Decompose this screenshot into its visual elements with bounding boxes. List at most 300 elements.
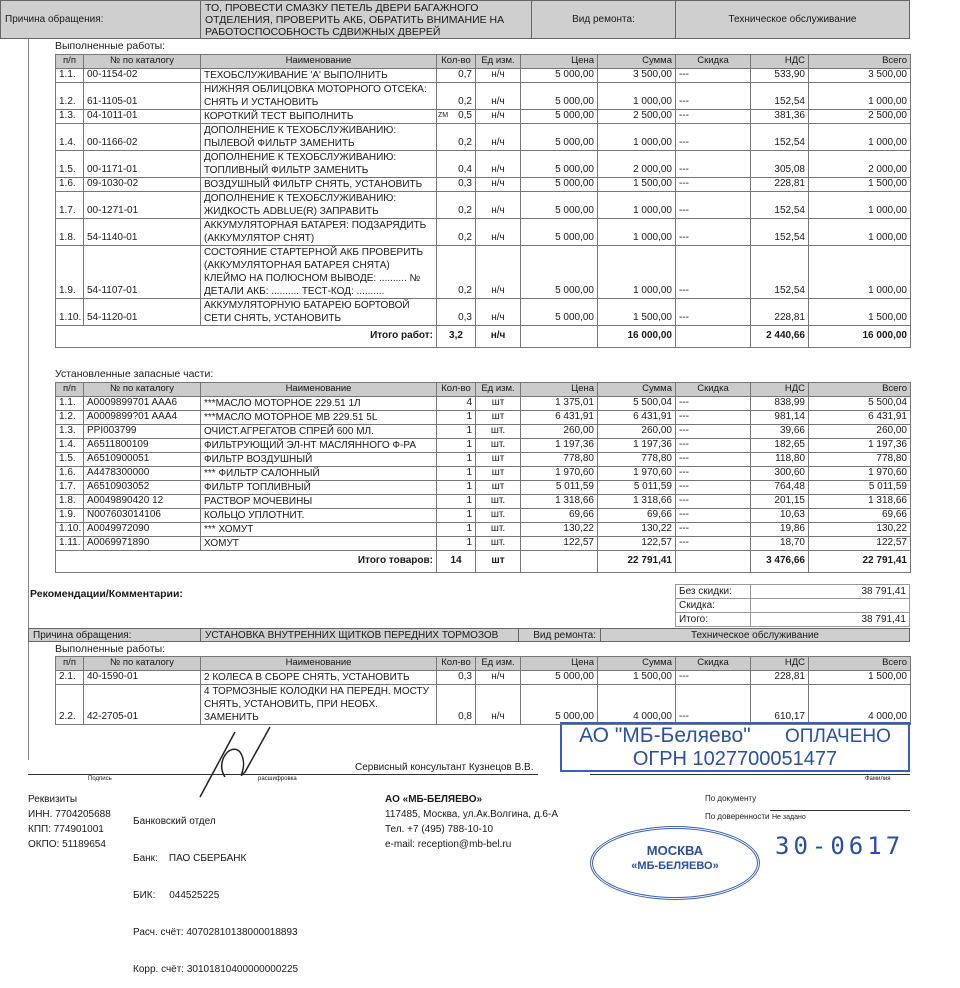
row-number: 1.9. xyxy=(56,245,84,298)
sum: 778,80 xyxy=(598,452,676,466)
quantity: 0,4 xyxy=(458,164,472,175)
sum: 3 500,00 xyxy=(598,68,676,82)
quantity-cell xyxy=(437,177,476,191)
summary-label: Скидка: xyxy=(676,599,751,613)
price: 5 000,00 xyxy=(521,82,598,109)
quantity-cell xyxy=(437,245,476,298)
row-number: 1.7. xyxy=(56,191,84,218)
discount: --- xyxy=(676,536,751,550)
row-number: 1.11. xyxy=(56,536,84,550)
discount: --- xyxy=(676,68,751,82)
total: 6 431,91 xyxy=(809,410,911,424)
totals-sum: 16 000,00 xyxy=(598,325,676,347)
sum: 1 500,00 xyxy=(598,298,676,325)
by-proxy-label: По доверенности xyxy=(705,812,770,821)
row-number: 1.4. xyxy=(56,123,84,150)
quantity-cell xyxy=(437,684,476,724)
sum: 4 000,00 xyxy=(598,684,676,724)
decode-label: расшифровка xyxy=(258,776,297,782)
round-stamp xyxy=(590,826,760,900)
sign-label: Подпись xyxy=(88,776,112,782)
col-name-header: Наименование xyxy=(201,55,437,69)
price: 1 375,01 xyxy=(521,396,598,410)
repair-label: Вид ремонта: xyxy=(519,629,601,641)
sum: 1 000,00 xyxy=(598,82,676,109)
not-set-value: Не задано xyxy=(772,814,806,821)
company-block xyxy=(385,792,558,852)
quantity-cell xyxy=(437,410,476,424)
total: 3 500,00 xyxy=(809,68,911,82)
quantity-cell xyxy=(437,109,476,123)
total: 260,00 xyxy=(809,424,911,438)
price: 122,57 xyxy=(521,536,598,550)
stamp-ogrn: ОГРН 1027700051477 xyxy=(632,748,838,770)
parts-title: Установленные запасные части: xyxy=(55,368,214,380)
row-number: 1.10. xyxy=(56,522,84,536)
totals-row xyxy=(56,325,911,347)
total: 1 970,60 xyxy=(809,466,911,480)
price: 6 431,91 xyxy=(521,410,598,424)
price: 5 000,00 xyxy=(521,218,598,245)
col-total-header: Всего xyxy=(809,657,911,671)
vat: 39,66 xyxy=(751,424,809,438)
item-name: КОРОТКИЙ ТЕСТ ВЫПОЛНИТЬ xyxy=(201,109,437,123)
unit: н/ч xyxy=(476,684,521,724)
reason-label: Причина обращения: xyxy=(29,629,201,641)
quantity-cell xyxy=(437,396,476,410)
quantity: 1 xyxy=(466,453,472,464)
vat: 152,54 xyxy=(751,123,809,150)
round-stamp-city: МОСКВА xyxy=(646,843,704,858)
unit: шт. xyxy=(476,522,521,536)
table-row xyxy=(56,684,911,724)
vat: 152,54 xyxy=(751,245,809,298)
vat: 10,63 xyxy=(751,508,809,522)
item-name: ФИЛЬТР ТОПЛИВНЫЙ xyxy=(201,480,437,494)
quantity-cell xyxy=(437,82,476,109)
quantity-cell xyxy=(437,218,476,245)
col-discount-header: Скидка xyxy=(676,55,751,69)
total: 1 000,00 xyxy=(809,82,911,109)
quantity: 0,2 xyxy=(458,137,472,148)
col-price-header: Цена xyxy=(521,383,598,397)
signature-line xyxy=(28,774,538,775)
price: 1 970,60 xyxy=(521,466,598,480)
vat: 152,54 xyxy=(751,218,809,245)
quantity-cell xyxy=(437,68,476,82)
quantity: 1 xyxy=(466,537,472,548)
date-stamp: 30-0617 xyxy=(775,832,905,860)
table-row xyxy=(56,68,911,82)
col-num-header: п/п xyxy=(56,657,84,671)
unit: н/ч xyxy=(476,245,521,298)
repair-label: Вид ремонта: xyxy=(532,1,676,38)
catalog-number: 54-1140-01 xyxy=(84,218,201,245)
item-name: ФИЛЬТР ВОЗДУШНЫЙ xyxy=(201,452,437,466)
price: 1 318,66 xyxy=(521,494,598,508)
unit: н/ч xyxy=(476,191,521,218)
row-number: 1.1. xyxy=(56,396,84,410)
quantity: 1 xyxy=(466,425,472,436)
corr-account: Корр. счёт: 30101810400000000225 xyxy=(133,964,299,975)
col-sum-header: Сумма xyxy=(598,657,676,671)
quantity: 1 xyxy=(466,481,472,492)
sum: 5 011,59 xyxy=(598,480,676,494)
bank-name: Банк: ПАО СБЕРБАНК xyxy=(133,853,247,864)
col-price-header: Цена xyxy=(521,657,598,671)
table-row xyxy=(56,466,911,480)
summary-label: Итого: xyxy=(676,613,751,627)
sum: 5 500,04 xyxy=(598,396,676,410)
col-price-header: Цена xyxy=(521,55,598,69)
unit: н/ч xyxy=(476,82,521,109)
sum: 6 431,91 xyxy=(598,410,676,424)
price: 5 000,00 xyxy=(521,123,598,150)
sum: 1 000,00 xyxy=(598,191,676,218)
total: 130,22 xyxy=(809,522,911,536)
col-unit-header: Ед изм. xyxy=(476,383,521,397)
totals-qty: 3,2 xyxy=(437,325,476,347)
settlement-account: Расч. счёт: 40702810138000018893 xyxy=(133,927,298,938)
quantity-cell xyxy=(437,480,476,494)
vat: 300,60 xyxy=(751,466,809,480)
discount: --- xyxy=(676,82,751,109)
total: 1 500,00 xyxy=(809,298,911,325)
quantity: 1 xyxy=(466,411,472,422)
sum: 1 000,00 xyxy=(598,218,676,245)
table-row xyxy=(56,536,911,550)
row-number: 1.4. xyxy=(56,438,84,452)
quantity-cell xyxy=(437,452,476,466)
vat: 228,81 xyxy=(751,298,809,325)
bik: БИК: 044525225 xyxy=(133,890,220,901)
reason-text: ТО, ПРОВЕСТИ СМАЗКУ ПЕТЕЛЬ ДВЕРИ БАГАЖНОГО ОТДЕЛЕНИЯ, ПРОВЕРИТЬ АКБ, ОБРАТИТЬ ВНИМАНИЕ НА РАБОТОСПОСОБНОСТЬ СДВИЖНЫХ ДВЕРЕЙ xyxy=(201,1,532,38)
catalog-number: A0009899701 AAA6 xyxy=(84,396,201,410)
unit: шт. xyxy=(476,508,521,522)
totals-label: Итого товаров: xyxy=(56,550,437,572)
catalog-number: 00-1271-01 xyxy=(84,191,201,218)
discount: --- xyxy=(676,396,751,410)
discount: --- xyxy=(676,438,751,452)
quantity-cell xyxy=(437,466,476,480)
paid-stamp xyxy=(560,722,910,772)
stamp-paid: ОПЛАЧЕНО xyxy=(784,726,891,747)
col-name-header: Наименование xyxy=(201,657,437,671)
quantity-cell xyxy=(437,298,476,325)
repair-type: Техническое обслуживание xyxy=(728,14,857,25)
company-address: 117485, Москва, ул.Ак.Волгина, д.6-А xyxy=(385,809,558,820)
proxy-line xyxy=(770,810,910,811)
vat: 201,15 xyxy=(751,494,809,508)
item-name: АККУМУЛЯТОРНУЮ БАТАРЕЮ БОРТОВОЙ СЕТИ СНЯТЬ, УСТАНОВИТЬ xyxy=(201,298,437,325)
quantity-cell xyxy=(437,508,476,522)
fio-label: Фамилия xyxy=(865,776,891,782)
sum: 1 970,60 xyxy=(598,466,676,480)
item-name: НИЖНЯЯ ОБЛИЦОВКА МОТОРНОГО ОТСЕКА: СНЯТЬ И УСТАНОВИТЬ xyxy=(201,82,437,109)
quantity: 0,2 xyxy=(458,232,472,243)
discount: --- xyxy=(676,424,751,438)
table-row xyxy=(56,522,911,536)
total: 1 197,36 xyxy=(809,438,911,452)
quantity: 0,3 xyxy=(458,178,472,189)
table-row xyxy=(56,410,911,424)
total: 1 500,00 xyxy=(809,177,911,191)
price: 5 000,00 xyxy=(521,109,598,123)
summary-row xyxy=(676,599,910,613)
item-name: *** ХОМУТ xyxy=(201,522,437,536)
price: 130,22 xyxy=(521,522,598,536)
total: 1 500,00 xyxy=(809,670,911,684)
table-row xyxy=(56,298,911,325)
works-table-2 xyxy=(55,656,911,725)
unit: н/ч xyxy=(476,670,521,684)
item-name: ВОЗДУШНЫЙ ФИЛЬТР СНЯТЬ, УСТАНОВИТЬ xyxy=(201,177,437,191)
vat: 981,14 xyxy=(751,410,809,424)
item-name: ***МАСЛО МОТОРНОЕ МВ 229.51 5L xyxy=(201,410,437,424)
discount: --- xyxy=(676,410,751,424)
quantity: 1 xyxy=(466,467,472,478)
quantity-mark: ZM xyxy=(438,112,449,119)
col-num-header: п/п xyxy=(56,383,84,397)
table-header-row xyxy=(56,383,911,397)
unit: шт. xyxy=(476,438,521,452)
unit: н/ч xyxy=(476,68,521,82)
price: 5 011,59 xyxy=(521,480,598,494)
quantity: 0,2 xyxy=(458,285,472,296)
quantity: 4 xyxy=(466,397,472,408)
total: 2 000,00 xyxy=(809,150,911,177)
company-email: e-mail: reception@mb-bel.ru xyxy=(385,839,512,850)
discount: --- xyxy=(676,177,751,191)
col-catalog-header: № по каталогу xyxy=(84,55,201,69)
col-vat-header: НДС xyxy=(751,383,809,397)
totals-vat: 2 440,66 xyxy=(751,325,809,347)
works-table xyxy=(55,54,911,348)
row-number: 2.1. xyxy=(56,670,84,684)
row-number: 1.7. xyxy=(56,480,84,494)
item-name: *** ФИЛЬТР САЛОННЫЙ xyxy=(201,466,437,480)
discount: --- xyxy=(676,522,751,536)
col-vat-header: НДС xyxy=(751,657,809,671)
signature-scribble xyxy=(195,722,275,802)
row-number: 1.9. xyxy=(56,508,84,522)
price: 5 000,00 xyxy=(521,684,598,724)
total: 5 500,04 xyxy=(809,396,911,410)
row-number: 1.2. xyxy=(56,82,84,109)
row-number: 2.2. xyxy=(56,684,84,724)
quantity-cell xyxy=(437,522,476,536)
catalog-number: A4478300000 xyxy=(84,466,201,480)
col-name-header: Наименование xyxy=(201,383,437,397)
total: 5 011,59 xyxy=(809,480,911,494)
quantity: 1 xyxy=(466,509,472,520)
table-row xyxy=(56,452,911,466)
quantity: 0,2 xyxy=(458,96,472,107)
quantity: 0,3 xyxy=(458,312,472,323)
catalog-number: N007603014106 xyxy=(84,508,201,522)
unit: шт. xyxy=(476,494,521,508)
table-row xyxy=(56,494,911,508)
vat: 182,65 xyxy=(751,438,809,452)
discount: --- xyxy=(676,109,751,123)
row-number: 1.2. xyxy=(56,410,84,424)
unit: шт xyxy=(476,396,521,410)
quantity: 0,3 xyxy=(458,671,472,682)
row-number: 1.8. xyxy=(56,494,84,508)
sum: 122,57 xyxy=(598,536,676,550)
sum: 69,66 xyxy=(598,508,676,522)
summary-value: 38 791,41 xyxy=(751,613,910,627)
discount: --- xyxy=(676,245,751,298)
discount: --- xyxy=(676,191,751,218)
totals-sum: 22 791,41 xyxy=(598,550,676,572)
row-number: 1.5. xyxy=(56,452,84,466)
col-total-header: Всего xyxy=(809,55,911,69)
item-name: ФИЛЬТРУЮЩИЙ ЭЛ-НТ МАСЛЯННОГО Ф-РА xyxy=(201,438,437,452)
table-row xyxy=(56,396,911,410)
col-discount-header: Скидка xyxy=(676,383,751,397)
quantity-cell xyxy=(437,191,476,218)
reason-band-2 xyxy=(28,628,910,642)
quantity-cell xyxy=(437,536,476,550)
total: 69,66 xyxy=(809,508,911,522)
sum: 2 000,00 xyxy=(598,150,676,177)
col-num-header: п/п xyxy=(56,55,84,69)
reason-label: Причина обращения: xyxy=(1,1,201,38)
row-number: 1.1. xyxy=(56,68,84,82)
company-name: АО «МБ-БЕЛЯЕВО» xyxy=(385,794,483,805)
receiver-line xyxy=(590,774,910,775)
col-catalog-header: № по каталогу xyxy=(84,657,201,671)
col-unit-header: Ед изм. xyxy=(476,55,521,69)
catalog-number: 09-1030-02 xyxy=(84,177,201,191)
col-sum-header: Сумма xyxy=(598,383,676,397)
col-qty-header: Кол-во xyxy=(437,383,476,397)
quantity-cell xyxy=(437,424,476,438)
quantity: 0,2 xyxy=(458,205,472,216)
item-name: ***МАСЛО МОТОРНОЕ 229.51 1Л xyxy=(201,396,437,410)
company-phone: Тел. +7 (495) 788-10-10 xyxy=(385,824,494,835)
item-name: ТЕХОБСЛУЖИВАНИЕ 'А' ВЫПОЛНИТЬ xyxy=(201,68,437,82)
catalog-number: 04-1011-01 xyxy=(84,109,201,123)
round-stamp-name: «МБ-БЕЛЯЕВО» xyxy=(631,860,719,872)
row-number: 1.5. xyxy=(56,150,84,177)
discount: --- xyxy=(676,150,751,177)
col-unit-header: Ед изм. xyxy=(476,657,521,671)
catalog-number: 40-1590-01 xyxy=(84,670,201,684)
row-number: 1.10. xyxy=(56,298,84,325)
price: 5 000,00 xyxy=(521,245,598,298)
unit: шт xyxy=(476,466,521,480)
item-name: ДОПОЛНЕНИЕ К ТЕХОБСЛУЖИВАНИЮ: ТОПЛИВНЫЙ ФИЛЬТР ЗАМЕНИТЬ xyxy=(201,150,437,177)
unit: шт xyxy=(476,480,521,494)
reason-band-1 xyxy=(0,0,910,39)
totals-label: Итого работ: xyxy=(56,325,437,347)
by-document-label: По документу xyxy=(705,794,757,803)
catalog-number: 54-1107-01 xyxy=(84,245,201,298)
summary-row xyxy=(676,585,910,599)
vat: 19,86 xyxy=(751,522,809,536)
vat: 764,48 xyxy=(751,480,809,494)
vat: 533,90 xyxy=(751,68,809,82)
item-name: СОСТОЯНИЕ СТАРТЕРНОЙ АКБ ПРОВЕРИТЬ (АККУМУЛЯТОРНАЯ БАТАРЕЯ СНЯТА) КЛЕЙМО НА ПОЛЮСНОМ ВЫВОДЕ: .......... № ДЕТАЛИ АКБ: .......... ТЕСТ-КОД: .......... xyxy=(201,245,437,298)
item-name: 2 КОЛЕСА В СБОРЕ СНЯТЬ, УСТАНОВИТЬ xyxy=(201,670,437,684)
sum: 1 318,66 xyxy=(598,494,676,508)
total: 1 000,00 xyxy=(809,245,911,298)
vat: 228,81 xyxy=(751,177,809,191)
quantity: 1 xyxy=(466,495,472,506)
consultant-name: Сервисный консультант Кузнецов В.В. xyxy=(355,762,534,773)
works-title: Выполненные работы: xyxy=(55,40,166,52)
sum: 1 500,00 xyxy=(598,177,676,191)
quantity-cell xyxy=(437,123,476,150)
discount: --- xyxy=(676,298,751,325)
item-name: РАСТВОР МОЧЕВИНЫ xyxy=(201,494,437,508)
parts-table xyxy=(55,382,911,573)
quantity-cell xyxy=(437,150,476,177)
vat: 18,70 xyxy=(751,536,809,550)
total: 4 000,00 xyxy=(809,684,911,724)
quantity: 0,8 xyxy=(458,711,472,722)
table-row xyxy=(56,424,911,438)
catalog-number: 61-1105-01 xyxy=(84,82,201,109)
table-row xyxy=(56,508,911,522)
table-row xyxy=(56,150,911,177)
comments-label: Рекомендации/Комментарии: xyxy=(30,588,183,600)
col-catalog-header: № по каталогу xyxy=(84,383,201,397)
discount: --- xyxy=(676,452,751,466)
price: 5 000,00 xyxy=(521,177,598,191)
totals-total: 22 791,41 xyxy=(809,550,911,572)
col-discount-header: Скидка xyxy=(676,657,751,671)
table-row xyxy=(56,123,911,150)
quantity: 0,7 xyxy=(458,69,472,80)
col-total-header: Всего xyxy=(809,383,911,397)
unit: шт xyxy=(476,452,521,466)
quantity-cell xyxy=(437,494,476,508)
unit: н/ч xyxy=(476,150,521,177)
requisites-block xyxy=(28,792,111,852)
totals-unit: шт xyxy=(476,550,521,572)
bank-title: Банковский отдел xyxy=(133,816,216,827)
discount: --- xyxy=(676,123,751,150)
works-title-2: Выполненные работы: xyxy=(55,643,166,655)
unit: н/ч xyxy=(476,177,521,191)
unit: шт. xyxy=(476,424,521,438)
catalog-number: 00-1171-01 xyxy=(84,150,201,177)
vat: 838,99 xyxy=(751,396,809,410)
total: 1 000,00 xyxy=(809,123,911,150)
total: 1 000,00 xyxy=(809,191,911,218)
vat: 118,80 xyxy=(751,452,809,466)
totals-vat: 3 476,66 xyxy=(751,550,809,572)
price: 1 197,36 xyxy=(521,438,598,452)
unit: н/ч xyxy=(476,218,521,245)
item-name: ДОПОЛНЕНИЕ К ТЕХОБСЛУЖИВАНИЮ: ЖИДКОСТЬ ADBLUE(R) ЗАПРАВИТЬ xyxy=(201,191,437,218)
unit: н/ч xyxy=(476,109,521,123)
totals-row xyxy=(56,550,911,572)
price: 778,80 xyxy=(521,452,598,466)
col-qty-header: Кол-во xyxy=(437,657,476,671)
discount: --- xyxy=(676,670,751,684)
summary-value: 38 791,41 xyxy=(751,585,910,599)
quantity: 1 xyxy=(466,523,472,534)
unit: н/ч xyxy=(476,123,521,150)
quantity-cell xyxy=(437,670,476,684)
price: 69,66 xyxy=(521,508,598,522)
catalog-number: A6511800109 xyxy=(84,438,201,452)
sum: 130,22 xyxy=(598,522,676,536)
